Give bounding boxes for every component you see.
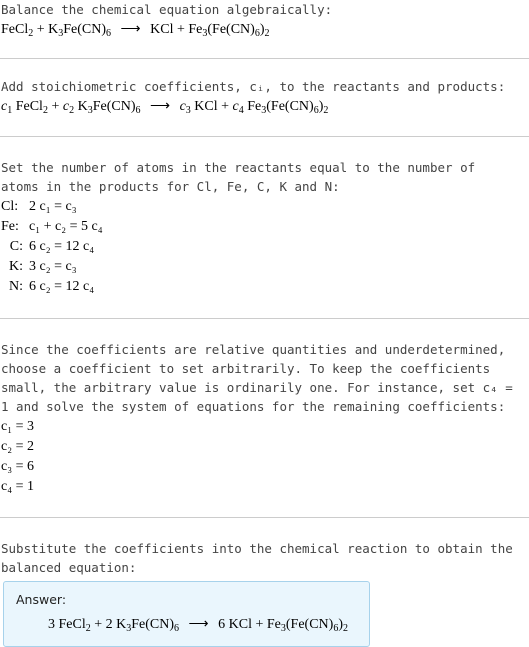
- atom-balance-intro: Set the number of atoms in the reactants equal to the number of atoms in the products for Cl, Fe, C, K and N:: [1, 160, 476, 194]
- equation-with-coefficients: $c_1$ FeCl$_2$ + $c_2$ $K_3Fe(CN)_6$ ⟶ $c_3$ KCl + $c_4$ $Fe_3(Fe(CN)_6)_2$: [1, 99, 329, 116]
- solution-value: c₂ = 2: [1, 439, 34, 454]
- section-coefficients: [0, 59, 529, 136]
- section-solve: [0, 319, 529, 517]
- answer-intro: Substitute the coefficients into the chemical reaction to obtain the balanced equation:: [1, 541, 513, 575]
- coefficients-intro: Add stoichiometric coefficients, cᵢ, to the reactants and products:: [1, 79, 506, 94]
- solution-value: c₄ = 1: [1, 479, 34, 494]
- atom-row: K: 3 c₂ = c₃: [9, 259, 77, 274]
- unbalanced-equation: FeCl$_2$ + $K_3Fe(CN)_6$ ⟶ KCl + $Fe_3(Fe(CN)_6)_2$: [1, 22, 270, 39]
- atom-equations: [1, 197, 529, 297]
- solve-intro: Since the coefficients are relative quantities and underdetermined, choose a coefficient to set arbitrarily. To keep the coefficients small, the arbitrary value is ordinarily one. For instance, set c₄ = 1 and solve the system of equations for the remaining coefficients:: [1, 342, 513, 414]
- atom-row: Fe: c₁ + c₂ = 5 c₄: [1, 219, 103, 234]
- section-problem: [0, 0, 529, 58]
- solution-value: c₁ = 3: [1, 419, 34, 434]
- answer-box: [3, 581, 370, 647]
- section-answer: [0, 518, 529, 647]
- atom-row: Cl: 2 c₁ = c₃: [1, 199, 77, 214]
- section-atom-balance: [0, 137, 529, 318]
- atom-row: C: 6 c₂ = 12 c₄: [9, 239, 95, 254]
- solution-values: [1, 417, 529, 497]
- answer-label: Answer:: [16, 592, 67, 607]
- intro-text: Balance the chemical equation algebraically:: [1, 2, 333, 17]
- atom-row: N: 6 c₂ = 12 c₄: [9, 279, 95, 294]
- solution-value: c₃ = 6: [1, 459, 34, 474]
- balanced-equation: 3 FeCl$_2$ + 2 $K_3Fe(CN)_6$ ⟶ 6 KCl + $Fe_3(Fe(CN)_6)_2$: [48, 617, 348, 634]
